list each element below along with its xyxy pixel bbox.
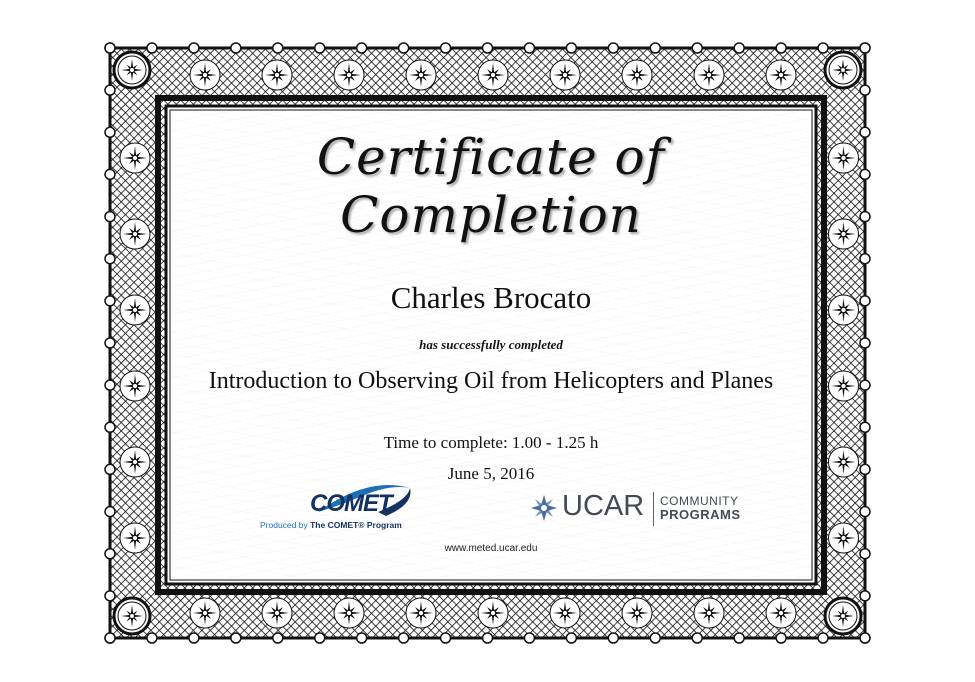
border-scallop [860, 85, 870, 95]
border-scallop [105, 464, 115, 474]
border-scallop [105, 422, 115, 432]
border-scallop [105, 212, 115, 222]
border-scallop [860, 296, 870, 306]
border-scallop [441, 633, 451, 643]
border-scallop [399, 633, 409, 643]
comet-tagline-name: The COMET® Program [310, 520, 402, 530]
border-scallop [105, 380, 115, 390]
course-title: Introduction to Observing Oil from Helicopters and Planes [208, 368, 774, 394]
border-scallop [860, 254, 870, 264]
time-to-complete: Time to complete: 1.00 - 1.25 h [383, 433, 599, 452]
border-scallop [105, 169, 115, 179]
comet-wordmark: COMET [310, 490, 392, 517]
border-scallop [273, 633, 283, 643]
border-scallop [776, 633, 786, 643]
border-scallop [860, 549, 870, 559]
border-scallop [566, 633, 576, 643]
border-scallop [566, 43, 576, 53]
border-scallop [608, 43, 618, 53]
border-scallop [483, 633, 493, 643]
border-scallop [315, 633, 325, 643]
border-scallop [650, 633, 660, 643]
border-scallop [273, 43, 283, 53]
comet-tagline [260, 520, 402, 530]
border-scallop [231, 633, 241, 643]
border-scallop [105, 296, 115, 306]
border-scallop [860, 633, 870, 643]
border-scallop [860, 127, 870, 137]
border-scallop [399, 43, 409, 53]
border-scallop [692, 43, 702, 53]
recipient-name: Charles Brocato [390, 280, 592, 315]
border-scallop [147, 633, 157, 643]
border-scallop [189, 633, 199, 643]
border-scallop [105, 43, 115, 53]
border-scallop [608, 633, 618, 643]
border-scallop [776, 43, 786, 53]
border-scallop [105, 633, 115, 643]
border-scallop [147, 43, 157, 53]
border-scallop [818, 43, 828, 53]
ucar-programs-label: PROGRAMS [660, 507, 741, 522]
border-scallop [524, 43, 534, 53]
border-scallop [441, 43, 451, 53]
border-scallop [650, 43, 660, 53]
border-scallop [860, 338, 870, 348]
completion-date: June 5, 2016 [447, 464, 535, 483]
border-scallop [105, 507, 115, 517]
border-scallop [734, 43, 744, 53]
border-scallop [105, 254, 115, 264]
ucar-star-icon [530, 494, 558, 522]
border-scallop [357, 43, 367, 53]
border-scallop [860, 507, 870, 517]
certificate-title: Certificate of Completion [316, 128, 666, 244]
border-scallop [734, 633, 744, 643]
border-scallop [105, 85, 115, 95]
ucar-community-label: COMMUNITY [660, 494, 739, 508]
border-scallop [818, 633, 828, 643]
website-url: www.meted.ucar.edu [444, 543, 538, 554]
border-scallop [860, 464, 870, 474]
comet-tagline-prefix: Produced by [260, 520, 311, 530]
completed-statement: has successfully completed [419, 337, 563, 352]
ucar-logo [530, 490, 750, 530]
border-scallop [692, 633, 702, 643]
border-scallop [860, 591, 870, 601]
border-scallop [105, 127, 115, 137]
ucar-wordmark: UCAR [562, 490, 645, 522]
border-scallop [860, 380, 870, 390]
border-scallop [105, 549, 115, 559]
border-scallop [231, 43, 241, 53]
border-scallop [189, 43, 199, 53]
border-scallop [357, 633, 367, 643]
border-scallop [524, 633, 534, 643]
border-scallop [860, 212, 870, 222]
ucar-divider [653, 492, 654, 526]
border-scallop [105, 591, 115, 601]
comet-logo [258, 482, 428, 534]
border-scallop [860, 422, 870, 432]
border-scallop [105, 338, 115, 348]
border-scallop [315, 43, 325, 53]
border-scallop [860, 43, 870, 53]
border-scallop [860, 169, 870, 179]
border-scallop [483, 43, 493, 53]
